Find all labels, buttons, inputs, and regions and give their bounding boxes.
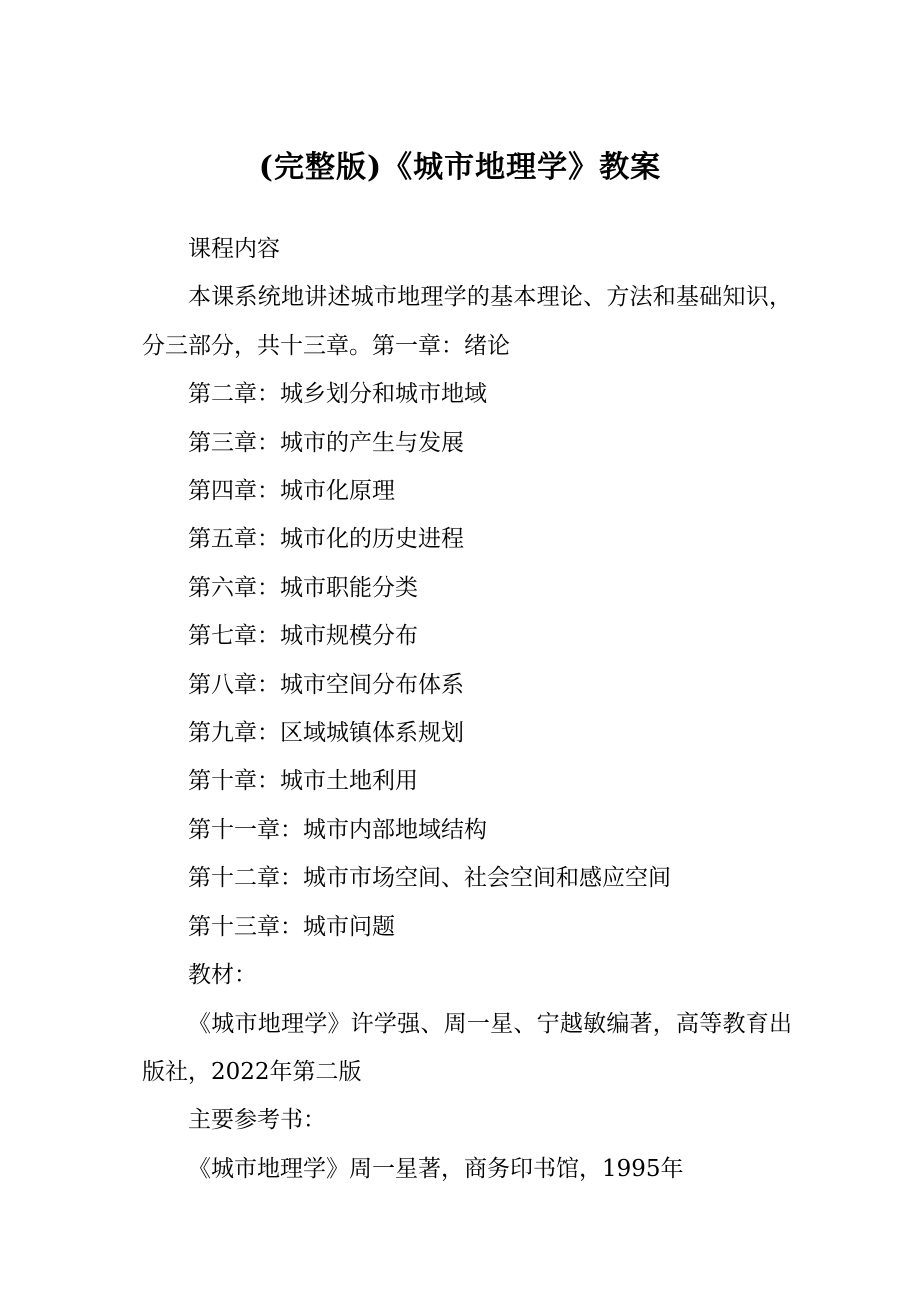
reference-item: 《城市地理学》周一星著，商务印书馆，1995年 (188, 1155, 684, 1182)
chapter-line-12: 第十二章：城市市场空间、社会空间和感应空间 (188, 865, 671, 892)
chapter-line-9: 第九章：区域城镇体系规划 (188, 720, 464, 747)
textbook-reference: 《城市地理学》许学强、周一星、宁越敏编著，高等教育出版社，2022年第二版 (142, 1010, 792, 1085)
chapter-line-11: 第十一章：城市内部地域结构 (188, 816, 487, 843)
chapter-line-6: 第六章：城市职能分类 (188, 574, 418, 601)
document-title: (完整版)《城市地理学》教案 (258, 150, 662, 185)
section-heading-course-content: 课程内容 (188, 236, 280, 262)
chapter-line-3: 第三章：城市的产生与发展 (188, 429, 464, 456)
chapter-line-13: 第十三章：城市问题 (188, 913, 395, 940)
document-body (142, 225, 792, 1193)
section-heading-references: 主要参考书： (188, 1107, 326, 1134)
chapter-line-10: 第十章：城市土地利用 (188, 768, 418, 795)
chapter-line-5: 第五章：城市化的历史进程 (188, 526, 464, 553)
chapter-line-7: 第七章：城市规模分布 (188, 623, 418, 650)
section-heading-textbook: 教材： (188, 962, 257, 989)
chapter-line-2: 第二章：城乡划分和城市地域 (188, 381, 487, 408)
course-description-paragraph: 本课系统地讲述城市地理学的基本理论、方法和基础知识，分三部分，共十三章。第一章：绪论 (142, 284, 792, 359)
chapter-line-8: 第八章：城市空间分布体系 (188, 671, 464, 698)
chapter-line-4: 第四章：城市化原理 (188, 478, 395, 505)
